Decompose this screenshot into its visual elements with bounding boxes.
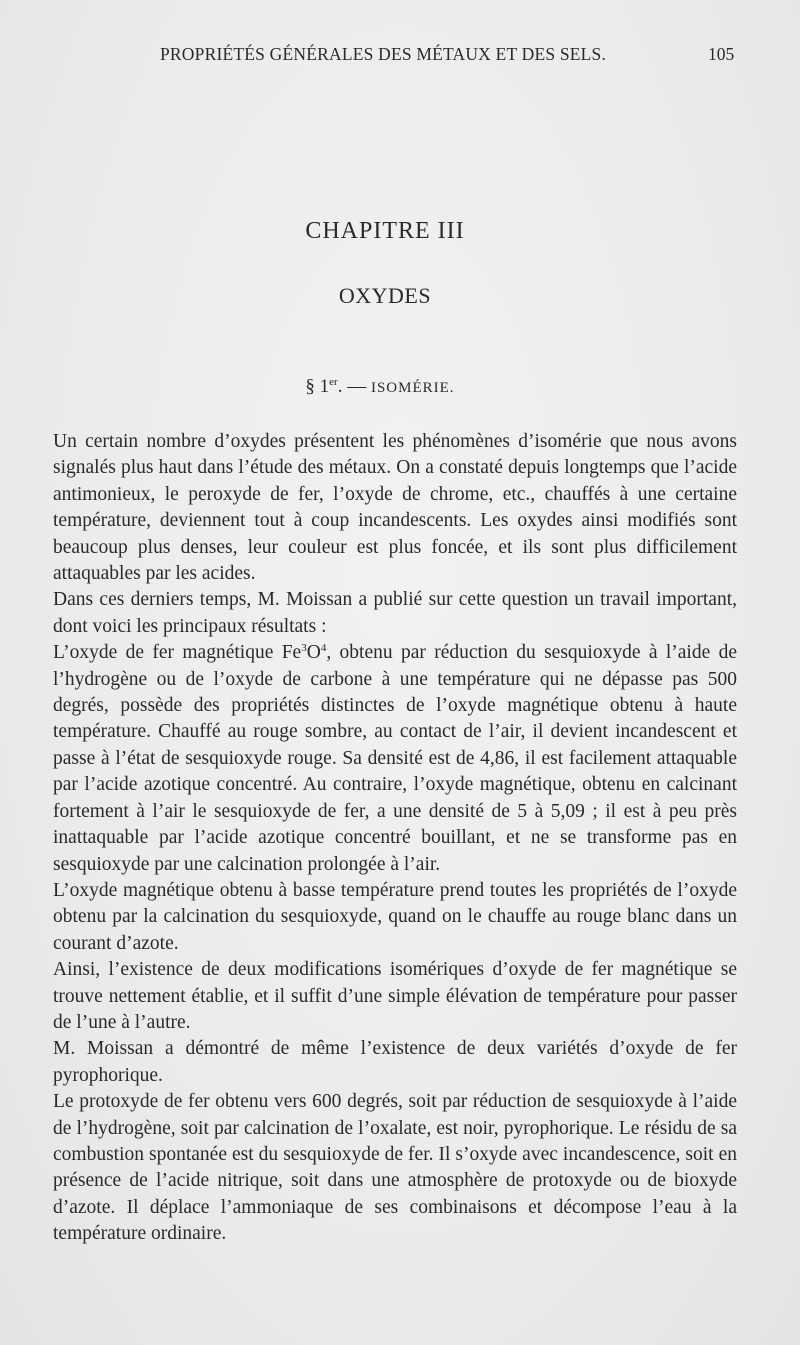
paragraph-4: L’oxyde magnétique obtenu à basse température prend toutes les propriétés de l’oxyde obtenu par la calcination du sesquioxyde, quand on le chauffe au rouge blanc dans un courant d’azote. xyxy=(53,879,737,954)
section-dash: . — xyxy=(337,376,371,397)
paragraph-1: Un certain nombre d’oxydes présentent les phénomènes d’isomérie que nous avons signalés plus haut dans l’étude des métaux. On a constaté depuis longtemps que l’acide antimonieux, le peroxyde de fer, l’oxyde de chrome, etc., chauffés à une certaine température, deviennent tout à coup incandescents. Les oxydes ainsi modifiés sont beaucoup plus denses, leur couleur est plus foncée, et ils sont plus difficilement attaquables par les acides. xyxy=(53,431,737,585)
page-number: 105 xyxy=(708,44,735,64)
paragraph-7: Le protoxyde de fer obtenu vers 600 degrés, soit par réduction de sesquioxyde à l’aide de l’hydrogène, soit par calcination de l’oxalate, est noir, pyrophorique. Le résidu de sa combustion spontanée est du sesquioxyde de fer. Il s’oxyde avec incandescence, soit en présence de l’acide nitrique, soit dans une atmosphère de protoxyde ou de bioxyde d’azote. Il déplace l’ammoniaque de ses combinaisons et décompose l’eau à la température ordinaire. xyxy=(53,1091,737,1245)
paragraph-2: Dans ces derniers temps, M. Moissan a publié sur cette question un travail important, dont voici les principaux résultats : xyxy=(53,589,737,637)
section-heading xyxy=(0,376,760,398)
paragraph-3 xyxy=(53,640,737,878)
paragraph-5: Ainsi, l’existence de deux modifications isomériques d’oxyde de fer magnétique se trouve nettement établie, et il suffit d’une simple élévation de température pour passer de l’une à l’autre. xyxy=(53,959,737,1033)
formula-subscript-3: 3 xyxy=(301,642,307,655)
running-head: PROPRIÉTÉS GÉNÉRALES DES MÉTAUX ET DES SELS. xyxy=(160,44,607,64)
section-ordinal: er xyxy=(329,376,338,388)
paragraph-3-part-a: L’oxyde de fer magnétique Fe xyxy=(53,642,302,664)
body-text xyxy=(53,429,737,1248)
chapter-subtitle: OXYDES xyxy=(338,283,432,308)
paragraph-3-part-b: O xyxy=(306,642,321,664)
section-title: ISOMÉRIE. xyxy=(370,380,455,396)
chapter-title: CHAPITRE III xyxy=(305,218,465,244)
paragraph-6: M. Moissan a démontré de même l’existence de deux variétés d’oxyde de fer pyrophorique. xyxy=(53,1038,737,1086)
section-symbol: § 1 xyxy=(305,376,330,397)
formula-subscript-4: 4 xyxy=(320,642,327,655)
paragraph-3-part-c: , obtenu par réduction du sesquioxyde à l’aide de l’hydrogène ou de l’oxyde de carbone à une température qui ne dépasse pas 500 degrés, possède des propriétés distinctes de l’oxyde magnétique obtenu à haute température. Chauffé au rouge sombre, au contact de l’air, il devient incandescent et passe à l’état de sesquioxyde rouge. Sa densité est de 4,86, il est facilement attaquable par l’acide azotique concentré. Au contraire, l’oxyde magnétique, obtenu en calcinant fortement à l’air le sesquioxyde de fer, a une densité de 5 à 5,09 ; il est à peu près inattaquable par l’acide azotique concentré bouillant, et ne se transforme pas en sesquioxyde par une calcination prolongée à l’air. xyxy=(53,642,737,875)
